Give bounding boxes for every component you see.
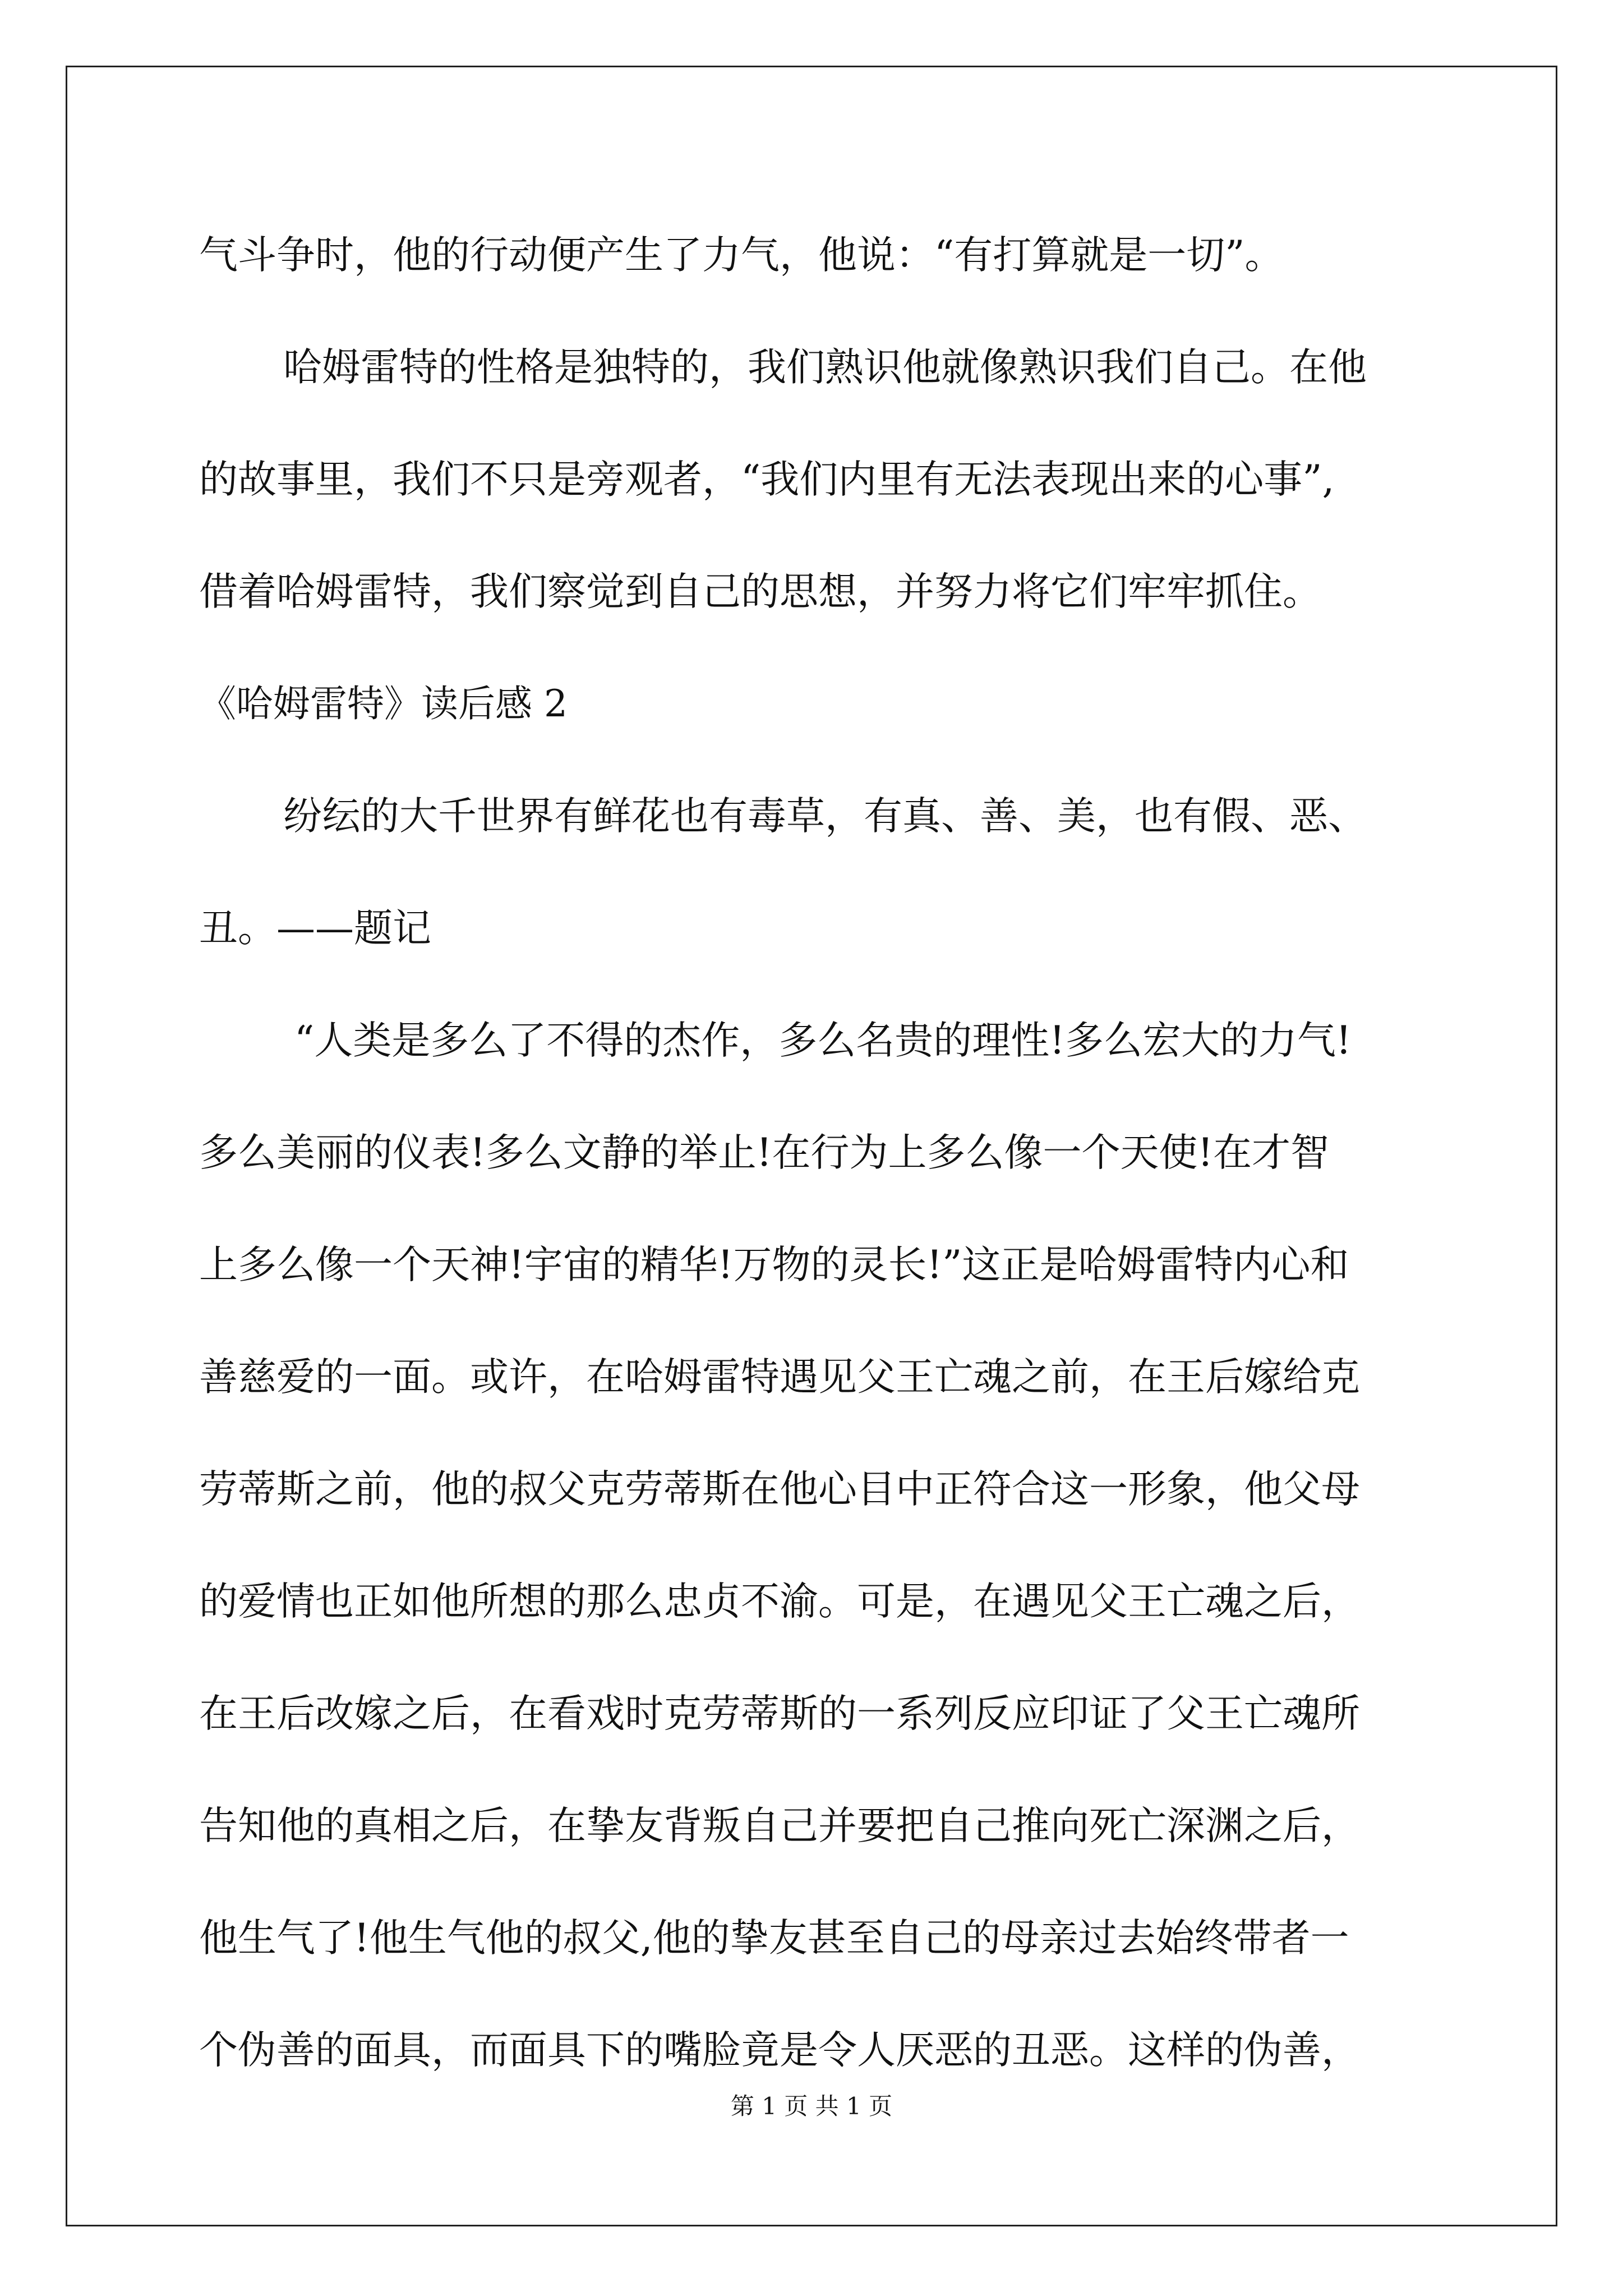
text-line: 借着哈姆雷特，我们察觉到自己的思想，并努力将它们牢牢抓住。 [199,569,1321,614]
text-line: 丑。——题记 [199,906,431,951]
text-line: 上多么像一个天神!宇宙的精华!万物的灵长!”这正是哈姆雷特内心和 [199,1243,1349,1287]
page-footer: 第 1 页 共 1 页 [730,2092,893,2120]
text-line: 多么美丽的仪表!多么文静的举止!在行为上多么像一个天使!在才智 [199,1130,1330,1175]
text-line: 他生气了!他生气他的叔父,他的挚友甚至自己的母亲过去始终带者一 [199,1916,1349,1961]
document-body [199,210,1427,2118]
text-line: 的故事里，我们不只是旁观者，“我们内里有无法表现出来的心事”, [199,457,1335,502]
text-line: 告知他的真相之后，在挚友背叛自己并要把自己推向死亡深渊之后， [199,1803,1360,1848]
section-heading: 《哈姆雷特》读后感 2 [199,682,568,725]
text-line: 哈姆雷特的性格是独特的，我们熟识他就像熟识我们自己。在他 [283,345,1367,390]
text-line: 善慈爱的一面。或许，在哈姆雷特遇见父王亡魂之前，在王后嫁给克 [199,1355,1360,1400]
text-line: 在王后改嫁之后，在看戏时克劳蒂斯的一系列反应印证了父王亡魂所 [199,1691,1360,1736]
text-line: “人类是多么了不得的杰作，多么名贵的理性!多么宏大的力气! [294,1018,1352,1063]
text-line: 纷纭的大千世界有鲜花也有毒草，有真、善、美，也有假、恶、 [283,794,1367,839]
text-line: 气斗争时，他的行动便产生了力气，他说：“有打算就是一切”。 [199,233,1284,278]
text-line: 劳蒂斯之前，他的叔父克劳蒂斯在他心目中正符合这一形象，他父母 [199,1467,1360,1512]
text-line: 个伪善的面具，而面具下的嘴脸竟是令人厌恶的丑恶。这样的伪善， [199,2028,1360,2073]
text-line: 的爱情也正如他所想的那么忠贞不渝。可是，在遇见父王亡魂之后， [199,1579,1360,1624]
